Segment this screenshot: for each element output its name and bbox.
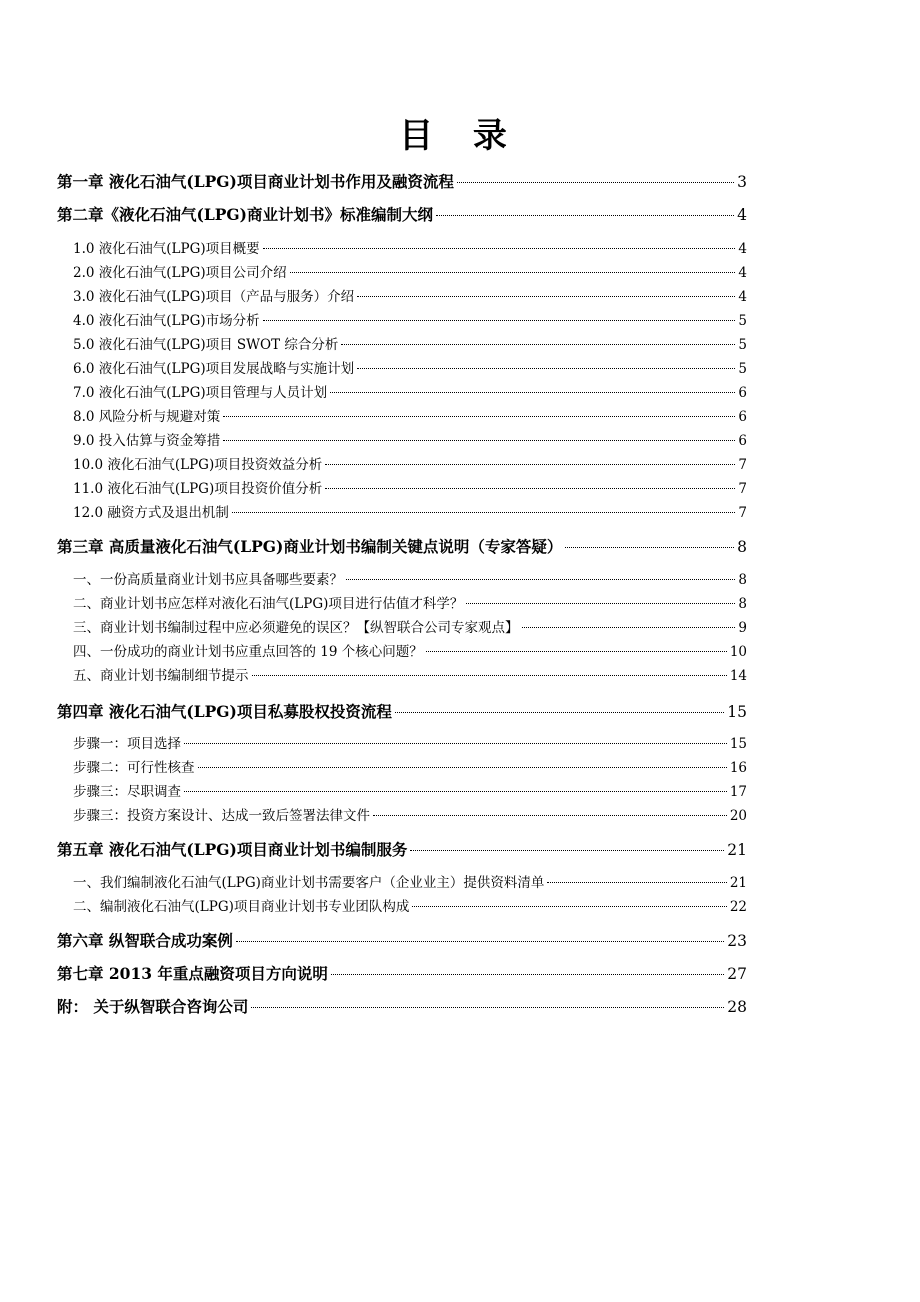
dot-leader	[330, 392, 735, 393]
page-title: 目 录	[399, 116, 521, 156]
toc-entry[interactable]	[73, 406, 747, 428]
dot-leader	[263, 248, 736, 249]
toc-entry-label: 一、我们编制液化石油气(LPG)商业计划书需要客户（企业业主）提供资料清单	[73, 875, 545, 891]
toc-entry-page: 8	[738, 596, 747, 612]
dot-leader	[346, 579, 735, 580]
dot-leader	[357, 368, 735, 369]
dot-leader	[426, 651, 727, 652]
toc-entry-page: 4	[738, 241, 747, 257]
dot-leader	[223, 416, 735, 417]
toc-entry-page: 3	[737, 173, 747, 191]
toc-entry-page: 23	[727, 932, 747, 950]
toc-entry-page: 7	[738, 505, 747, 521]
dot-leader	[325, 464, 735, 465]
toc-entry[interactable]	[73, 805, 747, 827]
toc-entry[interactable]	[73, 781, 747, 803]
toc-entry-label: 附： 关于纵智联合咨询公司	[57, 997, 249, 1016]
toc-entry[interactable]	[73, 502, 747, 524]
toc-entry-page: 5	[738, 313, 747, 329]
toc-entry-page: 28	[727, 998, 747, 1016]
toc-entry-page: 4	[737, 206, 747, 224]
toc-entry-page: 22	[729, 899, 747, 915]
dot-leader	[522, 627, 736, 628]
toc-entry-label: 9.0 投入估算与资金筹措	[73, 433, 221, 449]
toc-entry-page: 7	[738, 457, 747, 473]
toc-entry-page: 4	[738, 289, 747, 305]
toc-entry[interactable]	[73, 617, 747, 639]
toc-entry-page: 5	[738, 337, 747, 353]
toc-entry-page: 9	[738, 620, 747, 636]
toc-entry-page: 6	[738, 433, 747, 449]
toc-entry[interactable]	[57, 962, 747, 986]
toc-entry[interactable]	[73, 593, 747, 615]
toc-entry[interactable]	[73, 454, 747, 476]
toc-entry-page: 14	[729, 668, 747, 684]
toc-entry-page: 21	[729, 875, 747, 891]
toc-entry[interactable]	[73, 872, 747, 894]
dot-leader	[198, 767, 727, 768]
toc-entry-label: 6.0 液化石油气(LPG)项目发展战略与实施计划	[73, 361, 355, 377]
dot-leader	[325, 488, 735, 489]
toc-entry[interactable]	[57, 203, 747, 227]
toc-entry-page: 15	[727, 703, 747, 721]
toc-entry-page: 7	[738, 481, 747, 497]
toc-entry[interactable]	[73, 334, 747, 356]
dot-leader	[457, 182, 734, 183]
toc-entry-label: 步骤三：尽职调查	[73, 784, 181, 800]
toc-entry-label: 3.0 液化石油气(LPG)项目（产品与服务）介绍	[73, 289, 355, 305]
toc-entry-label: 步骤二：可行性核查	[73, 760, 195, 776]
dot-leader	[466, 603, 735, 604]
dot-leader	[236, 941, 724, 942]
dot-leader	[565, 547, 734, 548]
dot-leader	[223, 440, 735, 441]
toc-entry[interactable]	[57, 838, 747, 862]
toc-entry-label: 4.0 液化石油气(LPG)市场分析	[73, 313, 260, 329]
dot-leader	[373, 815, 727, 816]
toc-entry-page: 17	[729, 784, 747, 800]
toc-entry-page: 4	[738, 265, 747, 281]
toc-entry[interactable]	[57, 700, 747, 724]
toc-entry-label: 四、一份成功的商业计划书应重点回答的 19 个核心问题？	[73, 644, 423, 660]
dot-leader	[547, 882, 726, 883]
toc-entry-label: 12.0 融资方式及退出机制	[73, 505, 229, 521]
toc-entry-label: 8.0 风险分析与规避对策	[73, 409, 221, 425]
toc-entry-label: 第三章 高质量液化石油气(LPG)商业计划书编制关键点说明（专家答疑）	[57, 537, 563, 556]
dot-leader	[184, 743, 727, 744]
toc-entry-label: 二、编制液化石油气(LPG)项目商业计划书专业团队构成	[73, 899, 410, 915]
toc-entry[interactable]	[57, 535, 747, 559]
dot-leader	[232, 512, 736, 513]
toc-entry-page: 16	[729, 760, 747, 776]
toc-entry[interactable]	[57, 929, 747, 953]
toc-entry[interactable]	[73, 262, 747, 284]
toc-entry[interactable]	[73, 665, 747, 687]
toc-entry-label: 步骤一：项目选择	[73, 736, 181, 752]
dot-leader	[331, 974, 724, 975]
toc-entry-label: 7.0 液化石油气(LPG)项目管理与人员计划	[73, 385, 328, 401]
toc-entry[interactable]	[57, 170, 747, 194]
dot-leader	[357, 296, 735, 297]
dot-leader	[410, 850, 724, 851]
toc-entry-page: 6	[738, 385, 747, 401]
toc-entry[interactable]	[73, 310, 747, 332]
toc-entry[interactable]	[57, 995, 747, 1019]
toc-entry-label: 第二章《液化石油气(LPG)商业计划书》标准编制大纲	[57, 205, 433, 224]
dot-leader	[252, 675, 727, 676]
toc-entry[interactable]	[73, 569, 747, 591]
dot-leader	[251, 1007, 724, 1008]
dot-leader	[341, 344, 735, 345]
dot-leader	[263, 320, 736, 321]
toc-entry-page: 8	[738, 572, 747, 588]
toc-entry-label: 五、商业计划书编制细节提示	[73, 668, 249, 684]
dot-leader	[184, 791, 727, 792]
toc-entry-page: 10	[729, 644, 747, 660]
toc-entry-label: 二、商业计划书应怎样对液化石油气(LPG)项目进行估值才科学？	[73, 596, 464, 612]
toc-entry-page: 5	[738, 361, 747, 377]
toc-entry[interactable]	[73, 757, 747, 779]
toc-entry-label: 10.0 液化石油气(LPG)项目投资效益分析	[73, 457, 323, 473]
toc-entry-label: 三、商业计划书编制过程中应必须避免的误区？【纵智联合公司专家观点】	[73, 620, 519, 636]
toc-entry[interactable]	[73, 286, 747, 308]
toc-entry-label: 一、一份高质量商业计划书应具备哪些要素？	[73, 572, 343, 588]
dot-leader	[436, 215, 734, 216]
toc-entry-page: 27	[727, 965, 747, 983]
toc-entry[interactable]	[73, 896, 747, 918]
toc-entry-label: 11.0 液化石油气(LPG)项目投资价值分析	[73, 481, 323, 497]
toc-entry-label: 第七章 2013 年重点融资项目方向说明	[57, 964, 328, 983]
toc-entry-page: 6	[738, 409, 747, 425]
toc-entry-label: 5.0 液化石油气(LPG)项目 SWOT 综合分析	[73, 337, 339, 353]
toc-entry-page: 20	[729, 808, 747, 824]
toc-entry-label: 第六章 纵智联合成功案例	[57, 931, 233, 950]
toc-entry-label: 第四章 液化石油气(LPG)项目私募股权投资流程	[57, 702, 392, 721]
toc-entry-page: 21	[727, 841, 747, 859]
toc-entry-label: 1.0 液化石油气(LPG)项目概要	[73, 241, 260, 257]
toc-entry[interactable]	[73, 733, 747, 755]
dot-leader	[290, 272, 736, 273]
toc-entry-label: 步骤三：投资方案设计、达成一致后签署法律文件	[73, 808, 370, 824]
toc-entry-page: 15	[729, 736, 747, 752]
toc-entry[interactable]	[73, 382, 747, 404]
toc-entry-page: 8	[737, 538, 747, 556]
dot-leader	[412, 906, 726, 907]
toc-entry[interactable]	[73, 238, 747, 260]
toc-entry[interactable]	[73, 478, 747, 500]
toc-entry-label: 2.0 液化石油气(LPG)项目公司介绍	[73, 265, 287, 281]
dot-leader	[395, 712, 724, 713]
toc-entry[interactable]	[73, 641, 747, 663]
toc-entry-label: 第一章 液化石油气(LPG)项目商业计划书作用及融资流程	[57, 172, 454, 191]
toc-entry-label: 第五章 液化石油气(LPG)项目商业计划书编制服务	[57, 840, 408, 859]
toc-entry[interactable]	[73, 430, 747, 452]
toc-entry[interactable]	[73, 358, 747, 380]
